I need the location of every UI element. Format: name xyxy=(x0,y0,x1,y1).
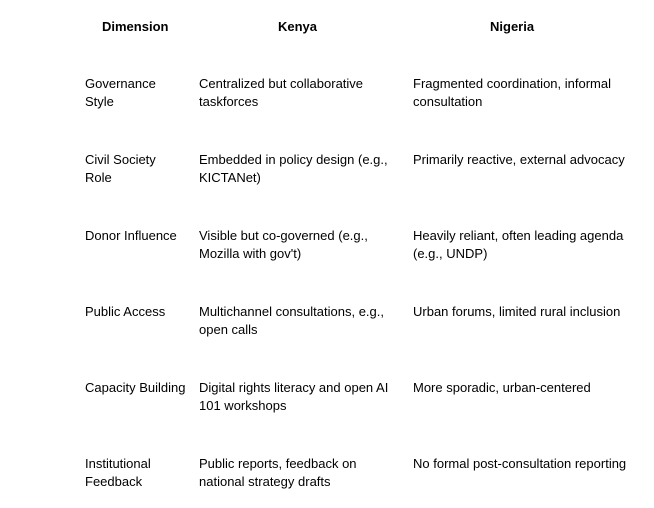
nigeria-cell xyxy=(408,128,654,204)
header-row xyxy=(0,0,654,52)
table-body xyxy=(0,52,654,508)
nigeria-cell xyxy=(408,204,654,280)
kenya-cell xyxy=(194,128,408,204)
dimension-text: Donor Influence xyxy=(85,228,177,243)
nigeria-cell xyxy=(408,280,654,356)
dimension-cell xyxy=(80,356,194,432)
header-dimension: Dimension xyxy=(102,18,169,34)
dimension-text: Public Access xyxy=(85,304,166,319)
dimension-cell xyxy=(80,128,194,204)
table-header xyxy=(0,0,654,52)
kenya-cell xyxy=(194,280,408,356)
table-row xyxy=(0,280,654,356)
nigeria-text: No formal post-consultation reporting xyxy=(413,456,627,471)
kenya-text: Public reports, feedback on national strategy drafts xyxy=(199,456,357,489)
dimension-text: Institutional Feedback xyxy=(85,456,151,489)
table-row xyxy=(0,128,654,204)
kenya-text: Visible but co-governed (e.g., Mozilla with gov't) xyxy=(199,228,368,261)
nigeria-text: More sporadic, urban-centered xyxy=(413,380,591,395)
kenya-text: Centralized but collaborative taskforces xyxy=(199,76,364,109)
header-nigeria: Nigeria xyxy=(490,18,535,34)
nigeria-text: Urban forums, limited rural inclusion xyxy=(413,304,621,319)
table-row xyxy=(0,356,654,432)
dimension-text: Capacity Building xyxy=(85,380,186,395)
dimension-cell xyxy=(80,280,194,356)
kenya-cell xyxy=(194,356,408,432)
dimension-cell xyxy=(80,432,194,508)
kenya-text: Digital rights literacy and open AI 101 workshops xyxy=(199,380,389,413)
kenya-text: Multichannel consultations, e.g., open calls xyxy=(199,304,384,337)
dimension-text: Governance Style xyxy=(85,76,156,109)
nigeria-cell xyxy=(408,356,654,432)
header-spacer xyxy=(0,0,80,52)
table-row xyxy=(0,204,654,280)
nigeria-cell xyxy=(408,52,654,128)
kenya-cell xyxy=(194,204,408,280)
dimension-cell xyxy=(80,204,194,280)
dimension-cell xyxy=(80,52,194,128)
nigeria-text: Primarily reactive, external advocacy xyxy=(413,152,625,167)
kenya-cell xyxy=(194,432,408,508)
dimension-text: Civil Society Role xyxy=(85,152,156,185)
kenya-text: Embedded in policy design (e.g., KICTANet) xyxy=(199,152,388,185)
nigeria-text: Fragmented coordination, informal consultation xyxy=(413,76,611,109)
nigeria-cell xyxy=(408,432,654,508)
nigeria-text: Heavily reliant, often leading agenda (e.g., UNDP) xyxy=(413,228,624,261)
header-kenya: Kenya xyxy=(278,18,318,34)
table-row xyxy=(0,432,654,508)
table-row xyxy=(0,52,654,128)
kenya-cell xyxy=(194,52,408,128)
